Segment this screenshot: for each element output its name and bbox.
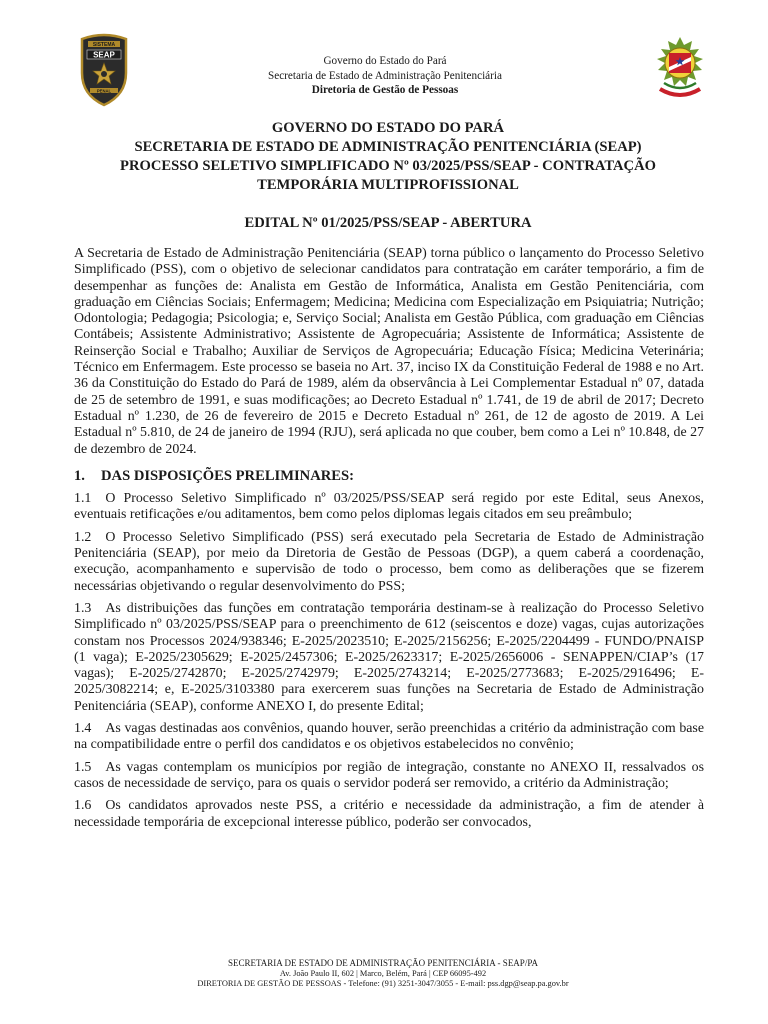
clause-1-2: 1.2 O Processo Seletivo Simplificado (PSS) será executado pela Secretaria de Estado de Administração Penitenciária (SEAP), por meio da Diretoria de Gestão de Pessoas (DGP), a quem caberá a coordenação, execução, acompanhamento e supervisão de todo o processo, bem como as deliberações que se fizerem necessárias objetivando o regular desenvolvimento do PSS; bbox=[74, 529, 704, 594]
clause-1-3: 1.3 As distribuições das funções em contratação temporária destinam-se à realização do Processo Seletivo Simplificado nº 03/2025/PSS/SEAP para o preenchimento de 612 (seiscentos e doze) vagas, cujas autorizações constam nos Processos 2024/938346; E-2025/2023510; E-2025/2156256; E-2025/2204499 - FUNDO/PNAISP (1 vaga); E-2025/2305629; E-2025/2457306; E-2025/2623317; E-2025/2656006 - SENAPPEN/CIAP’s (17 vagas); E-2025/2742870; E-2025/2742979; E-2025/2743214; E-2025/2773683; E-2025/2916496; E-2025/3082214; e, E-2025/3103380 para exercerem suas funções na Secretaria de Estado de Administração Penitenciária (SEAP), conforme ANEXO I, do presente Edital; bbox=[74, 600, 704, 714]
section-1-heading bbox=[74, 468, 704, 484]
document-body bbox=[74, 246, 704, 837]
svg-text:SEAP: SEAP bbox=[93, 50, 115, 60]
header-line-government: Governo do Estado do Pará bbox=[323, 55, 447, 67]
seap-badge-logo bbox=[78, 33, 130, 107]
header-line-directorate: Diretoria de Gestão de Pessoas bbox=[311, 84, 459, 96]
header-line-secretariat: Secretaria de Estado de Administração Penitenciária bbox=[268, 69, 502, 82]
header-text-block bbox=[180, 54, 590, 98]
clause-1-5: 1.5 As vagas contemplam os municípios por região de integração, constante no ANEXO II, ressalvados os casos de necessidade de serviço, para os quais o servidor poderá ser removido, a critério da Administração; bbox=[74, 759, 704, 791]
title-line-process: PROCESSO SELETIVO SIMPLIFICADO Nº 03/2025/PSS/SEAP - CONTRATAÇÃO bbox=[120, 158, 656, 174]
title-line-government: GOVERNO DO ESTADO DO PARÁ bbox=[271, 120, 505, 136]
svg-text:SISTEMA: SISTEMA bbox=[92, 42, 116, 49]
para-coat-of-arms-logo bbox=[646, 33, 714, 105]
title-line-secretariat: SECRETARIA DE ESTADO DE ADMINISTRAÇÃO PENITENCIÁRIA (SEAP) bbox=[134, 139, 642, 155]
clause-1-6: 1.6 Os candidatos aprovados neste PSS, a critério e necessidade da administração, a fim de atender à necessidade temporária de excepcional interesse público, poderão ser convocados, bbox=[74, 798, 704, 830]
intro-paragraph: A Secretaria de Estado de Administração Penitenciária (SEAP) torna público o lançamento do Processo Seletivo Simplificado (PSS), com o objetivo de selecionar candidatos para contratação em caráter temporário, a fim de desempenhar as funções de: Analista em Gestão de Informática, Analista em Gestão Penitenciária, com graduação em Ciências Sociais; Enfermagem; Medicina; Medicina com Especialização em Psiquiatria; Nutrição; Odontologia; Pedagogia; Psicologia; e, Serviço Social; Analista em Gestão Pública, com graduação em Ciências Contábeis; Assistente Administrativo; Assistente de Agropecuária; Assistente de Informática; Assistente de Reinserção Social e Trabalho; Auxiliar de Serviços de Agropecuária; Educação Física; Medicina Veterinária; Técnico em Enfermagem. Este processo se baseia no Art. 37, inciso IX da Constituição Federal de 1988 e no Art. 36 da Constituição do Estado do Pará de 1989, além da observância à Lei Complementar Estadual nº 07, datada de 25 de setembro de 1991, e suas modificações; ao Decreto Estadual nº 1.741, de 19 de abril de 2017; Decreto Estadual nº 1.230, de 26 de fevereiro de 2015 e Decreto Estadual nº 261, de 12 de agosto de 2019. A Lei Estadual nº 5.810, de 24 de janeiro de 1994 (RJU), será aplicada no que couber, bem como a Lei nº 10.848, de 27 de dezembro de 2024. bbox=[74, 246, 704, 457]
title-line-contract-type: TEMPORÁRIA MULTIPROFISSIONAL bbox=[257, 177, 519, 193]
section-title-text: DAS DISPOSIÇÕES PRELIMINARES: bbox=[101, 467, 355, 484]
document-title bbox=[70, 119, 706, 195]
edital-heading: EDITAL Nº 01/2025/PSS/SEAP - ABERTURA bbox=[244, 215, 532, 231]
page-footer bbox=[150, 958, 616, 990]
clause-1-1: 1.1 O Processo Seletivo Simplificado nº 03/2025/PSS/SEAP será regido por este Edital, seus Anexos, eventuais retificações e/ou aditamentos, bem como pelos diplomas legais citados em seu preâmbulo; bbox=[74, 491, 704, 523]
svg-text:PENAL: PENAL bbox=[96, 88, 112, 94]
footer-secretariat: SECRETARIA DE ESTADO DE ADMINISTRAÇÃO PENITENCIÁRIA - SEAP/PA bbox=[228, 958, 538, 968]
footer-address: Av. João Paulo II, 602 | Marco, Belém, Pará | CEP 66095-492 bbox=[279, 968, 487, 978]
section-number: 1. bbox=[74, 467, 85, 484]
clause-1-4: 1.4 As vagas destinadas aos convênios, quando houver, serão preenchidas a critério da administração com base na compatibilidade entre o perfil dos candidatos e os objetivos estabelecidos no convênio; bbox=[74, 721, 704, 753]
footer-contact: DIRETORIA DE GESTÃO DE PESSOAS - Telefone: (91) 3251-3047/3055 - E-mail: pss.dgp@seap.pa.gov.br bbox=[197, 979, 569, 989]
